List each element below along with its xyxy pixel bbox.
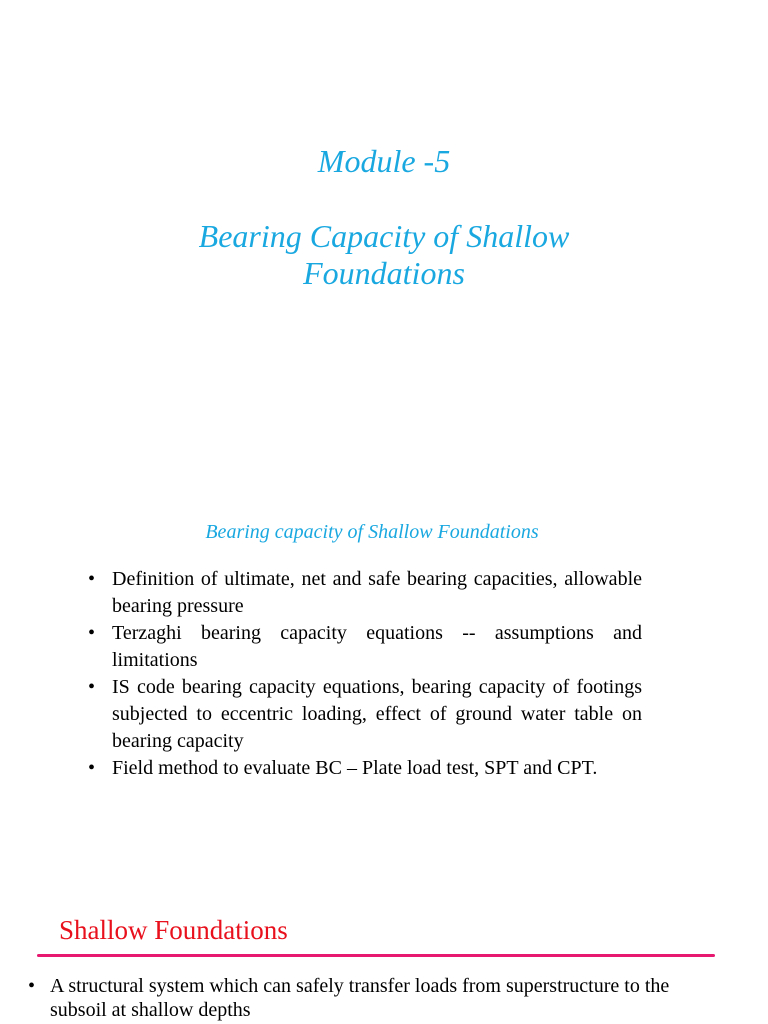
definition-text: A structural system which can safely transfer loads from superstructure to the subsoil at shallow depths <box>50 975 670 1021</box>
main-title: Bearing Capacity of Shallow Foundations <box>198 218 570 291</box>
topic-text: Terzaghi bearing capacity equations -- assumptions and limitations <box>112 622 642 671</box>
bullet-icon: • <box>88 676 96 698</box>
list-item <box>86 674 642 755</box>
module-title: Module -5 <box>317 143 451 179</box>
topics-list <box>86 566 642 782</box>
heading-underline <box>37 954 715 957</box>
topic-text: Definition of ultimate, net and safe bearing capacities, allowable bearing pressure <box>112 568 642 617</box>
list-item <box>86 620 642 674</box>
bullet-icon: • <box>88 622 96 644</box>
topic-text: IS code bearing capacity equations, bearing capacity of footings subjected to eccentric loading, effect of ground water table on bearing capacity <box>112 676 642 752</box>
bullet-icon: • <box>88 757 96 779</box>
list-item <box>28 974 728 1022</box>
topics-title: Bearing capacity of Shallow Foundations <box>205 521 539 543</box>
list-item <box>86 566 642 620</box>
bullet-icon: • <box>88 568 96 590</box>
bullet-icon: • <box>28 975 36 997</box>
topic-text: Field method to evaluate BC – Plate load test, SPT and CPT. <box>112 757 598 779</box>
definition-list <box>28 974 728 1022</box>
section-heading: Shallow Foundations <box>59 915 288 945</box>
list-item <box>86 755 642 782</box>
